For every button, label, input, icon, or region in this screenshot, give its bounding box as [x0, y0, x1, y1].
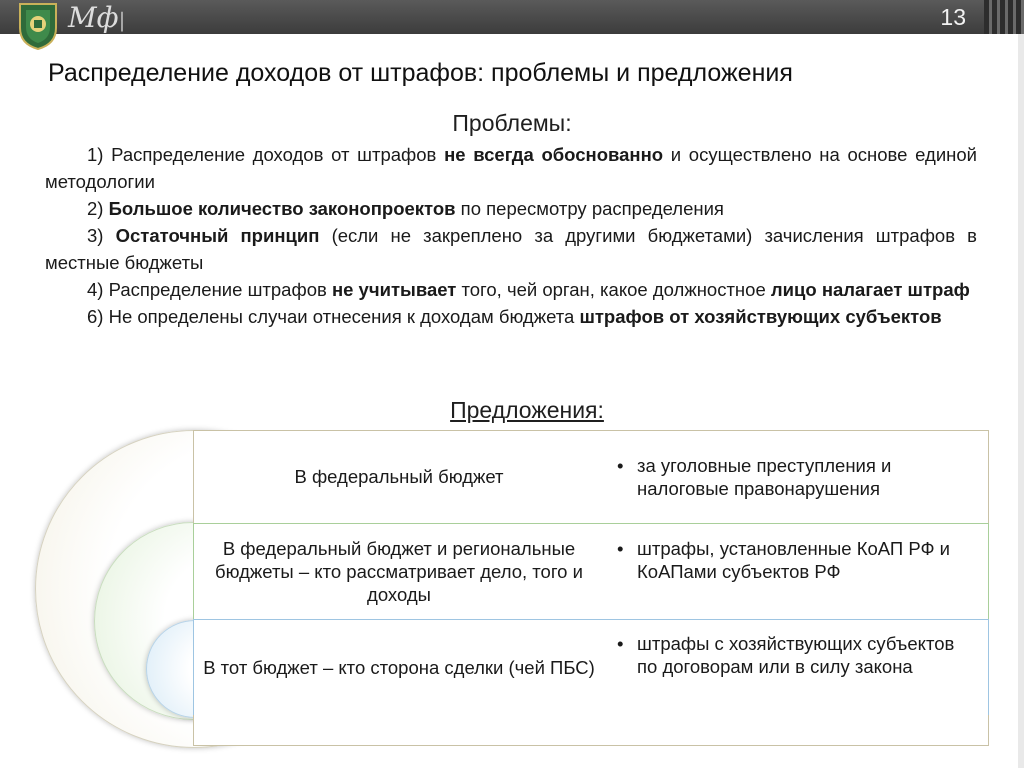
slide-title: Распределение доходов от штрафов: проблемы и предложения [48, 59, 793, 87]
problem-item: 6) Не определены случаи отнесения к доходам бюджета штрафов от хозяйствующих субъектов [87, 306, 942, 327]
problem-item: 4) Распределение штрафов не учитывает того, чей орган, какое должностное лицо налагает штраф [87, 279, 970, 300]
proposal-detail: • за уголовные преступления и налоговые правонарушения [617, 455, 892, 499]
proposals-heading: Предложения: [450, 397, 604, 423]
bullet-icon: • [617, 538, 624, 559]
proposal-budget: В тот бюджет – кто сторона сделки (чей ПБС) [203, 656, 595, 678]
proposal-panel-footer [193, 715, 989, 746]
problem-item: 3) Остаточный принцип (если не закреплено за другими бюджетами) зачисления штрафов в местные бюджеты [45, 225, 977, 273]
brand-mark: Мф| [68, 1, 126, 34]
problems-heading: Проблемы: [452, 110, 572, 136]
proposal-budget: В федеральный бюджет и региональные бюджеты – кто рассматривает дело, того и доходы [215, 537, 583, 605]
proposal-detail: • штрафы, установленные КоАП РФ и КоАПами субъектов РФ [617, 538, 950, 582]
problem-item: 2) Большое количество законопроектов по пересмотру распределения [87, 198, 724, 219]
bullet-icon: • [617, 633, 624, 654]
problem-item: 1) Распределение доходов от штрафов не всегда обоснованно и осуществлено на основе единой методологии [45, 144, 978, 192]
proposal-detail: • штрафы с хозяйствующих субъектов по договорам или в силу закона [617, 633, 955, 677]
proposal-budget: В федеральный бюджет [294, 466, 504, 487]
bullet-icon: • [617, 455, 624, 476]
slide-number: 13 [940, 4, 966, 30]
